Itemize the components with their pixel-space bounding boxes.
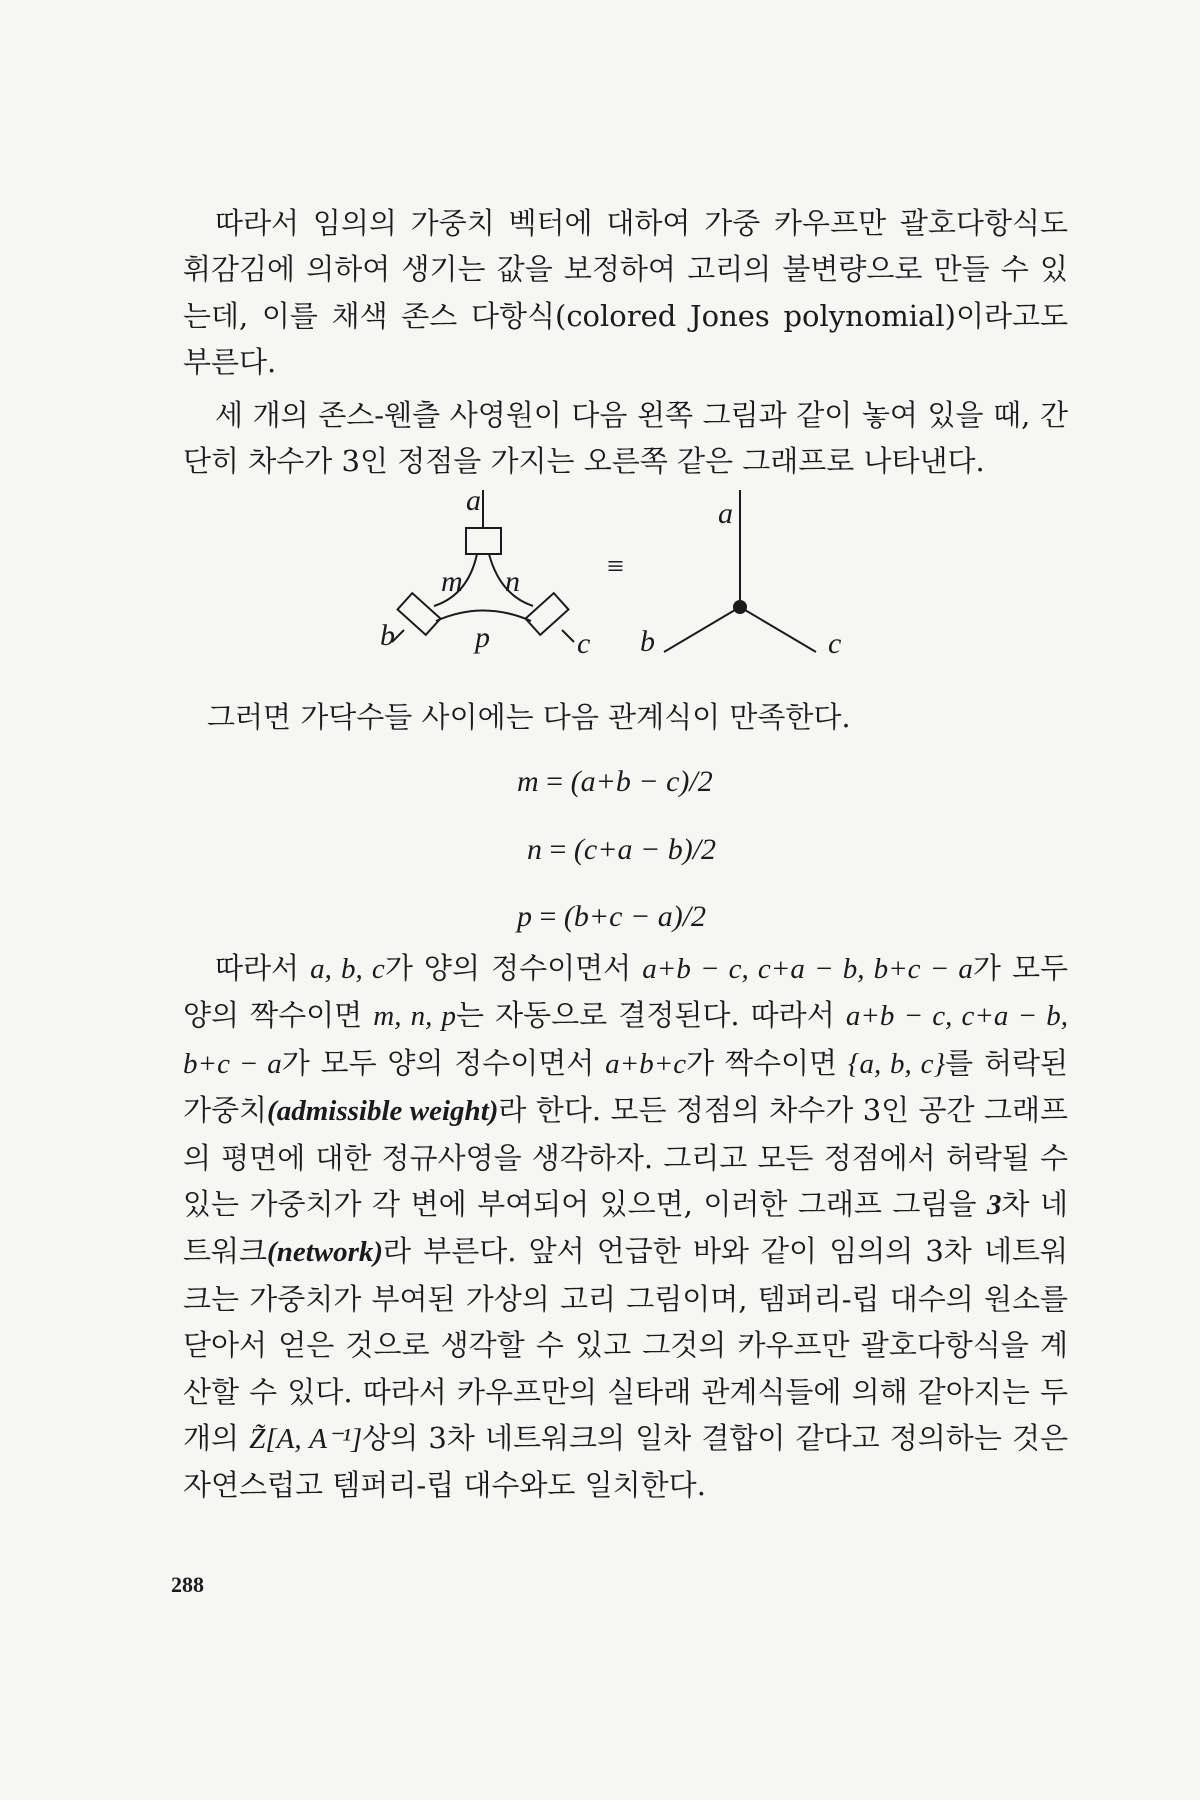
trivalent-vertex-right — [664, 490, 816, 652]
term-admissible-weight: (admissible weight) — [267, 1095, 499, 1128]
term-3-network: 차 네트워크 — [183, 1186, 1068, 1269]
equation-lhs: p — [517, 900, 532, 933]
equation-p: p = (b+c − a)/2 — [517, 900, 707, 933]
label-p: p — [475, 621, 490, 654]
equation-rhs: (a+b − c)/2 — [570, 765, 713, 798]
trivalent-vertex-figure — [0, 490, 1200, 690]
equation-rhs: (b+c − a)/2 — [563, 900, 707, 933]
label-c-right: c — [828, 627, 842, 660]
paragraph-projector-intro: 세 개의 존스-웬츨 사영원이 다음 왼쪽 그림과 같이 놓여 있을 때, 간단히 차수가 3인 정점을 가지는 오른쪽 같은 그래프로 나타낸다. — [183, 398, 1068, 479]
equation-n: n = (c+a − b)/2 — [527, 833, 717, 866]
projector-box-right — [526, 593, 569, 635]
label-b-left: b — [380, 619, 395, 652]
label-b-right: b — [640, 625, 655, 658]
label-m: m — [441, 565, 463, 598]
ring-notation: Z̃[A, A⁻¹] — [249, 1422, 363, 1455]
projector-box-left — [398, 593, 441, 635]
equivalence-sign: ≡ — [607, 550, 624, 583]
page-number: 288 — [171, 1572, 204, 1597]
paragraph-relations-intro: 그러면 가닥수들 사이에는 다음 관계식이 만족한다. — [207, 700, 851, 734]
label-c-left: c — [577, 627, 591, 660]
projector-box-top — [466, 528, 501, 554]
projector-network-left — [392, 490, 574, 642]
strand-p — [436, 611, 531, 622]
label-n: n — [505, 565, 520, 598]
paragraph-colored-jones: 따라서 임의의 가중치 벡터에 대하여 가중 카우프만 괄호다항식도 휘감김에 의하여 생기는 값을 보정하여 고리의 불변량으로 만들 수 있는데, 이를 채색 존스 다항식(colored Jones polynomial)이라고도 부른다. — [183, 206, 1068, 380]
paragraph-admissible-network: 따라서 a, b, c가 양의 정수이면서 a+b − c, c+a − b, b+c − a가 모두 양의 짝수이면 m, n, p는 자동으로 결정된다. 따라서 a+b − c, c+a − b, b+c − a가 모두 양의 정수이면서 a+b+c가 짝수이면 {a, b, c}를 허락된 가중치(admissible weight)라 한다. 모든 정점의 차수가 3인 공간 그래프의 평면에 대한 정규사영을 생각하자. 그리고 모든 정점에서 허락될 수 있는 가중치가 각 변에 부여되어 있으면, 이러한 그래프 그림을 3차 네트워크(network)라 부른다. 앞서 언급한 바와 같이 임의의 3차 네트워크는 가중치가 부여된 가상의 고리 그림이며, 템퍼리-립 대수의 원소를 닫아서 얻은 것으로 생각할 수 있고 그것의 카우프만 괄호다항식을 계산할 수 있다. 따라서 카우프만의 실타래 관계식들에 의해 같아지는 두 개의 Z̃[A, A⁻¹]상의 3차 네트워크의 일차 결합이 같다고 정의하는 것은 자연스럽고 템퍼리-립 대수와도 일치한다. — [183, 951, 1069, 1503]
equation-lhs: m — [517, 765, 539, 798]
label-a-right: a — [718, 497, 733, 530]
vertex-dot — [733, 600, 747, 614]
equation-rhs: (c+a − b)/2 — [573, 833, 717, 866]
equation-lhs: n — [527, 833, 542, 866]
equation-m: m = (a+b − c)/2 — [517, 765, 713, 798]
label-a-left: a — [466, 490, 481, 517]
